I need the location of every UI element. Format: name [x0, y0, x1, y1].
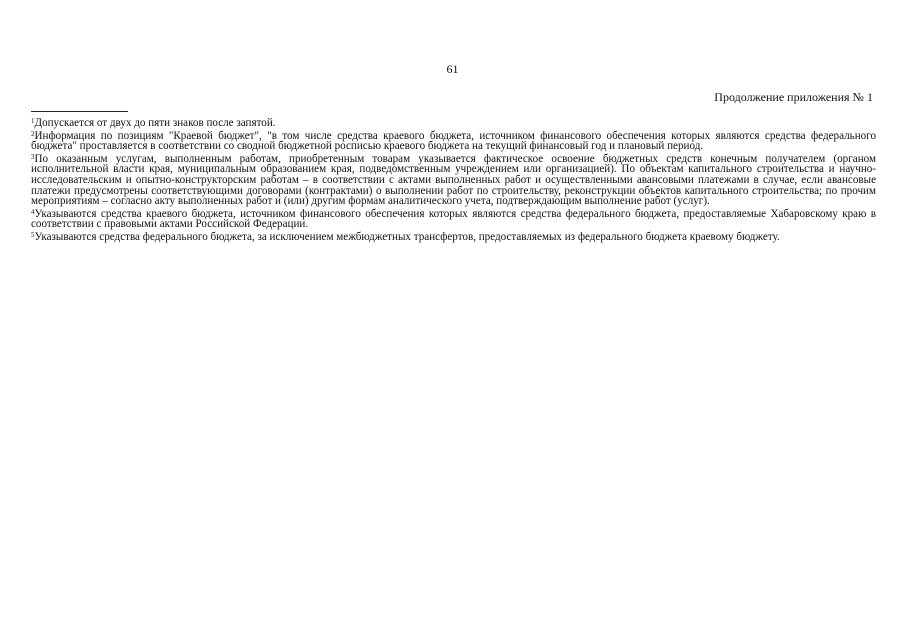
footnote-marker: 5: [31, 230, 35, 239]
page-number: 61: [446, 62, 459, 76]
footnote-separator: [31, 111, 128, 112]
footnote-text: Указываются средства краевого бюджета, источником финансового обеспечения которых являются средства федерального бюджета, предоставляемые Хабаровскому краю в соответствии с правовыми актами Российской Федерации.: [31, 207, 876, 231]
footnote-text: Допускается от двух до пяти знаков после запятой.: [34, 117, 276, 129]
footnote-3: [31, 154, 876, 207]
footnote-2: [31, 131, 876, 152]
footnote-text: По оказанным услугам, выполненным работам, приобретенным товарам указывается фактическое освоение бюджетных средств конечным получателем (органом исполнительной власти края, муниципальным образованием края, подведомственным учреждением или организацией). По объектам капитального строительства и научно-исследовательским и опытно-конструкторским работам – в соответствии с актами выполненных работ и осуществленными авансовыми платежами в случае, если авансовые платежи предусмотрены соответствующими договорами (контрактами) о выполнении работ по строительству, реконструкции объектов капитального строительства; по прочим мероприятиям – согласно акту выполненных работ и (или) другим формам аналитического учета, подтверждающим выполнение работ (услуг).: [31, 152, 876, 208]
footnote-marker: 4: [31, 207, 35, 216]
footnote-marker: 1: [31, 117, 35, 125]
footnote-1: [31, 118, 876, 129]
footnote-5: [31, 232, 876, 243]
footnote-4: [31, 209, 876, 230]
footnotes-section: [31, 118, 876, 245]
footnote-marker: 3: [31, 152, 35, 161]
footnote-text: Указываются средства федерального бюджета, за исключением межбюджетных трансфертов, предоставляемых из федерального бюджета краевому бюджету.: [34, 230, 780, 243]
footnote-text: Информация по позициям "Краевой бюджет", "в том числе средства краевого бюджета, источником финансового обеспечения которых являются средства федерального бюджета" проставляется в соответствии со сводной бюджетной росписью краевого бюджета на текущий финансовый год и плановый период.: [31, 129, 876, 153]
appendix-continuation-label: Продолжение приложения № 1: [714, 90, 873, 104]
footnote-marker: 2: [31, 129, 35, 138]
